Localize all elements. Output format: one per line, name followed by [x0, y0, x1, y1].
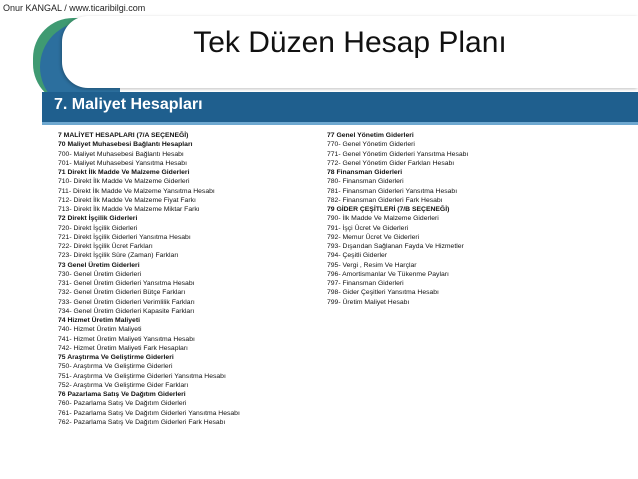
- account-item: 792- Memur Ücret Ve Giderleri: [327, 233, 420, 241]
- account-item: 760- Pazarlama Satış Ve Dağıtım Giderleri: [58, 400, 187, 408]
- account-item: 711- Direkt İlk Madde Ve Malzeme Yansıtma Hesabı: [58, 187, 215, 195]
- account-item: 795- Vergi , Resim Ve Harçlar: [327, 261, 417, 269]
- account-item: 712- Direkt İlk Madde Ve Malzeme Fiyat Farkı: [58, 196, 196, 204]
- account-item: 732- Genel Üretim Giderleri Bütçe Farkları: [58, 289, 186, 297]
- account-group-heading: 70 Maliyet Muhasebesi Bağlantı Hesapları: [58, 141, 193, 149]
- account-item: 731- Genel Üretim Giderleri Yansıtma Hesabı: [58, 280, 195, 287]
- account-group-heading: 7 MALİYET HESAPLARI (7/A SEÇENEĞİ): [58, 132, 189, 139]
- account-item: 742- Hizmet Üretim Maliyeti Fark Hesapları: [58, 344, 188, 352]
- account-item: 797- Finansman Giderleri: [327, 280, 404, 287]
- account-group-heading: 79 GİDER ÇEŞİTLERİ (7/B SEÇENEĞİ): [327, 206, 450, 213]
- account-item: 713- Direkt İlk Madde Ve Malzeme Miktar Farkı: [58, 206, 200, 213]
- account-list-left: [58, 131, 308, 427]
- account-group-heading: 77 Genel Yönetim Giderleri: [327, 132, 414, 139]
- account-item: 799- Üretim Maliyet Hesabı: [327, 298, 410, 306]
- account-item: 798- Gider Çeşitleri Yansıtma Hesabı: [327, 289, 439, 297]
- account-item: 723- Direkt İşçilik Süre (Zaman) Farkları: [58, 252, 179, 260]
- account-item: 750- Araştırma Ve Geliştirme Giderleri: [58, 363, 173, 371]
- account-group-heading: 74 Hizmet Üretim Maliyeti: [58, 317, 140, 324]
- account-item: 710- Direkt İlk Madde Ve Malzeme Giderleri: [58, 178, 190, 186]
- account-group-heading: 71 Direkt İlk Madde Ve Malzeme Giderleri: [58, 169, 190, 176]
- account-item: 734- Genel Üretim Giderleri Kapasite Farkları: [58, 307, 195, 315]
- account-item: 790- İlk Madde Ve Malzeme Giderleri: [327, 215, 439, 223]
- account-group-heading: 72 Direkt İşçilik Giderleri: [58, 215, 138, 223]
- account-item: 733- Genel Üretim Giderleri Verimlilik Farkları: [58, 298, 195, 306]
- section-header-bar: [42, 92, 638, 125]
- account-group-heading: 73 Genel Üretim Giderleri: [58, 261, 140, 269]
- account-item: 751- Araştırma Ve Geliştirme Giderleri Yansıtma Hesabı: [58, 372, 226, 380]
- account-item: 782- Finansman Giderleri Fark Hesabı: [327, 196, 443, 204]
- author-credit: Onur KANGAL / www.ticaribilgi.com: [3, 3, 146, 13]
- account-item: 796- Amortismanlar Ve Tükenme Payları: [327, 270, 449, 278]
- account-item: 794- Çeşitli Giderler: [327, 252, 388, 260]
- account-group-heading: 78 Finansman Giderleri: [327, 169, 403, 176]
- account-item: 793- Dışarıdan Sağlanan Fayda Ve Hizmetler: [327, 243, 464, 250]
- account-item: 722- Direkt İşçilik Ücret Farkları: [58, 243, 153, 250]
- account-item: 762- Pazarlama Satış Ve Dağıtım Giderleri Fark Hesabı: [58, 418, 226, 426]
- account-item: 730- Genel Üretim Giderleri: [58, 270, 142, 278]
- account-item: 701- Maliyet Muhasebesi Yansıtma Hesabı: [58, 159, 187, 167]
- account-item: 740- Hizmet Üretim Maliyeti: [58, 326, 142, 334]
- account-item: 720- Direkt İşçilik Giderleri: [58, 224, 138, 232]
- account-item: 700- Maliyet Muhasebesi Bağlantı Hesabı: [58, 150, 184, 158]
- account-group-heading: 76 Pazarlama Satış Ve Dağıtım Giderleri: [58, 391, 186, 398]
- account-item: 781- Finansman Giderleri Yansıtma Hesabı: [327, 187, 458, 195]
- account-item: 791- İşçi Ücret Ve Giderleri: [327, 224, 409, 232]
- account-item: 721- Direkt İşçilik Giderleri Yansıtma Hesabı: [58, 233, 191, 241]
- account-item: 771- Genel Yönetim Giderleri Yansıtma Hesabı: [327, 150, 469, 158]
- section-title: 7. Maliyet Hesapları: [54, 96, 203, 113]
- account-list-right: [327, 131, 577, 307]
- account-item: 780- Finansman Giderleri: [327, 178, 404, 186]
- slide-title: Tek Düzen Hesap Planı: [193, 26, 507, 59]
- account-group-heading: 75 Araştırma Ve Geliştirme Giderleri: [58, 354, 174, 361]
- account-item: 772- Genel Yönetim Gider Farkları Hesabı: [327, 159, 455, 167]
- account-item: 761- Pazarlama Satış Ve Dağıtım Giderleri Yansıtma Hesabı: [58, 409, 240, 417]
- account-item: 770- Genel Yönetim Giderleri: [327, 141, 415, 149]
- account-item: 752- Araştırma Ve Geliştirme Gider Farkları: [58, 381, 189, 389]
- account-item: 741- Hizmet Üretim Maliyeti Yansıtma Hesabı: [58, 335, 195, 343]
